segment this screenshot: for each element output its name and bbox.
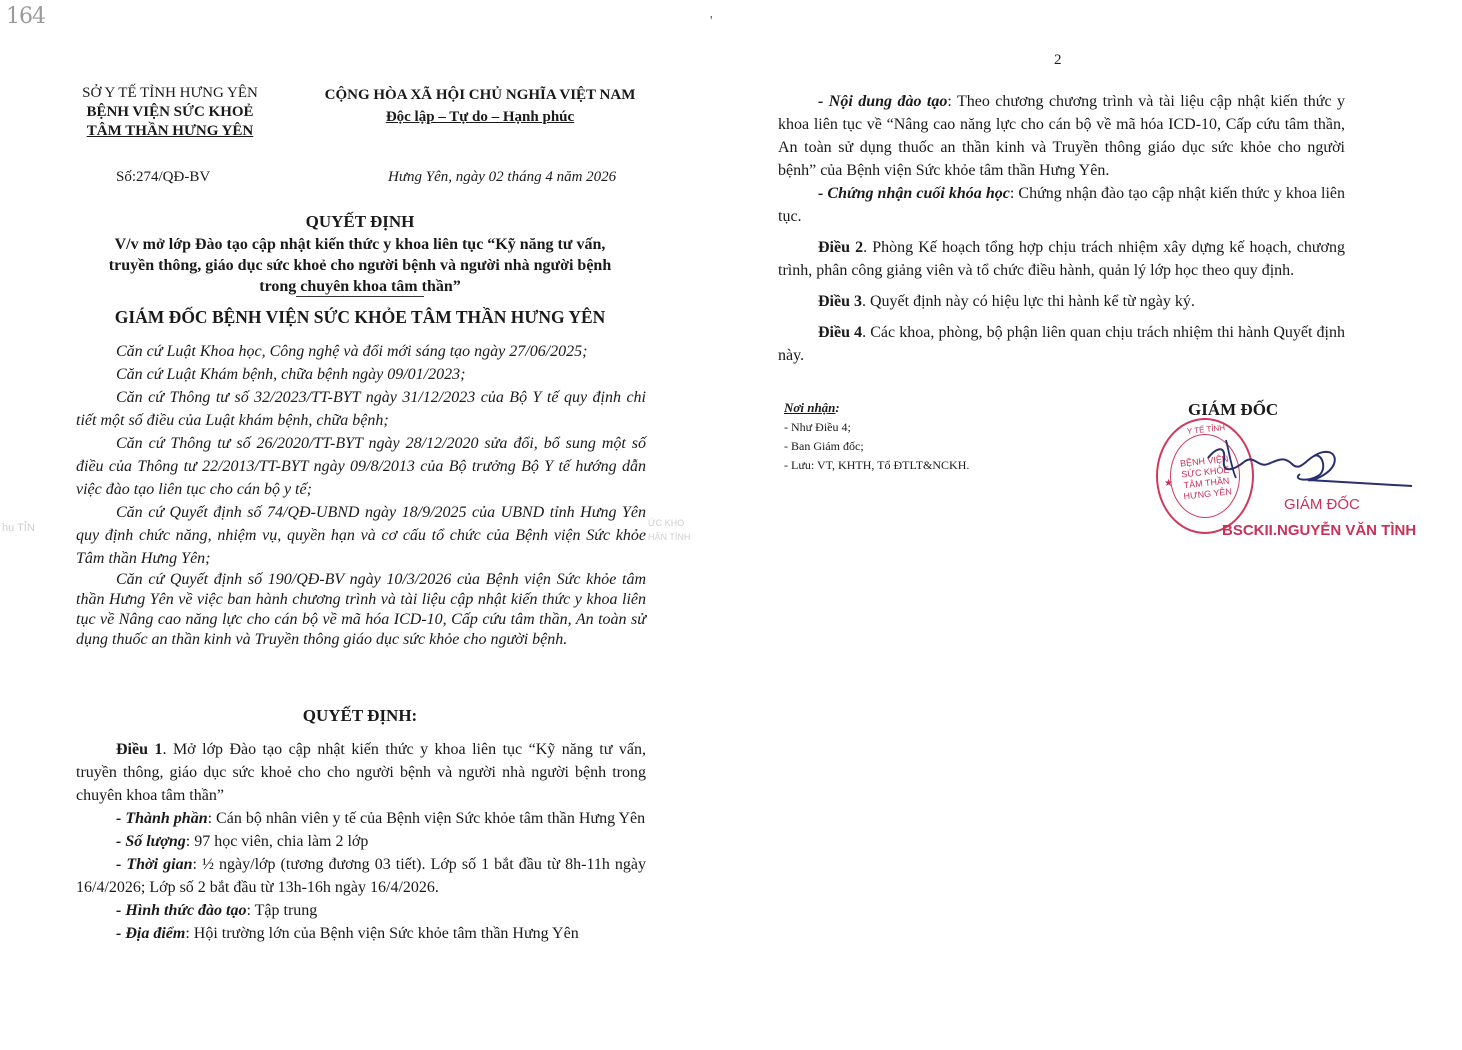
article-1-item [76,807,646,830]
nation-motto: Độc lập – Tự do – Hạnh phúc [385,109,575,125]
item-label: - Địa điểm [116,925,186,942]
nation-line-1: CỘNG HÒA XÃ HỘI CHỦ NGHĨA VIỆT NAM [324,87,636,103]
article-2-label: Điều 2 [818,239,864,256]
basis-3: Căn cứ Thông tư số 32/2023/TT-BYT ngày 31/12/2023 của Bộ Y tế quy định chi tiết một số điều của Luật khám bệnh, chữa bệnh; [76,389,646,429]
item-label: - Thành phần [116,810,208,827]
page2-body [778,90,1345,367]
recipient-item: - Như Điều 4; [784,420,851,434]
article-1-item [76,922,646,945]
signatory-name: BSCKII.NGUYỄN VĂN TÌNH [1222,522,1417,539]
article-4-label: Điều 4 [818,324,863,341]
item-label: - Hình thức đào tạo [116,902,247,919]
basis-5: Căn cứ Quyết định số 74/QĐ-UBND ngày 18/9/2025 của UBND tỉnh Hưng Yên quy định chức năng, nhiệm vụ, quyền hạn và cơ cấu tổ chức của Bệnh viện Sức khỏe Tâm thần Hưng Yên; [76,504,646,567]
article-1-text: . Mở lớp Đào tạo cập nhật kiến thức y khoa liên tục “Kỹ năng tư vấn, truyền thông, giáo dục sức khoẻ cho cho người bệnh và người nhà người bệnh trong chuyên khoa tâm thần” [76,741,647,804]
article-1-item [76,830,646,853]
article-1-body [76,738,646,807]
recipient-item: - Lưu: VT, KHTH, Tổ ĐTLT&NCKH. [784,458,970,472]
place-date: Hưng Yên, ngày 02 tháng 4 năm 2026 [388,169,617,185]
recipients-label: Nơi nhận [784,400,836,415]
item-text: : ½ ngày/lớp (tương đương 03 tiết). Lớp số 1 bắt đầu từ 8h-11h ngày 16/4/2026; Lớp số 2 bắt đầu từ 13h-16h ngày 16/4/2026. [76,856,647,896]
article-1-item [76,899,646,922]
agency-line-3: TÂM THẦN HƯNG YÊN [86,123,254,139]
recipient-item: - Ban Giám đốc; [784,439,864,453]
corner-page-number: 164 [6,4,45,29]
seal-ring-text: Y TẾ TỈNH [1186,423,1226,436]
handwritten-signature [1196,430,1416,500]
article-4-text: . Các khoa, phòng, bộ phận liên quan chịu trách nhiệm thi hành Quyết định này. [778,324,1345,364]
agency-header [60,84,280,141]
subject-line-2: truyền thông, giáo dục sức khoẻ cho người bệnh và người nhà người bệnh [108,257,612,274]
article-2-text: . Phòng Kế hoạch tổng hợp chịu trách nhiệm xây dựng kế hoạch, chương trình, phân công giảng viên và tổ chức điều hành, quản lý lớp học theo quy định. [778,239,1345,279]
recipients [784,400,1044,475]
document-number: Số:274/QĐ-BV [116,169,211,185]
certificate-item [778,182,1345,228]
item-text: : 97 học viên, chia làm 2 lớp [185,833,369,850]
subject-line-1: V/v mở lớp Đào tạo cập nhật kiến thức y khoa liên tục “Kỹ năng tư vấn, [114,236,606,253]
basis-4: Căn cứ Thông tư số 26/2020/TT-BYT ngày 28/12/2020 sửa đổi, bổ sung một số điều của Thông tư 22/2013/TT-BYT ngày 09/8/2013 của Bộ trưởng Bộ Y tế hướng dẫn việc đào tạo liên tục cho cán bộ y tế; [76,435,646,498]
recipients-label-row [784,400,1044,416]
signature-role: GIÁM ĐỐC [1284,496,1360,513]
signer-title: GIÁM ĐỐC [1188,400,1279,419]
item-label: - Thời gian [116,856,193,873]
training-content-item [778,90,1345,182]
article-3-text: . Quyết định này có hiệu lực thi hành kể từ ngày ký. [862,293,1195,310]
agency-line-2: BỆNH VIỆN SỨC KHOẺ [86,104,254,120]
page-number: 2 [1054,52,1062,68]
legal-bases [76,340,646,650]
subject-line-3: trong chuyên khoa tâm thần” [259,278,461,295]
article-1 [76,738,646,945]
authority-title: GIÁM ĐỐC BỆNH VIỆN SỨC KHỎE TÂM THẦN HƯNG YÊN [114,307,606,327]
item-label: - Nội dung đào tạo [818,93,948,110]
basis-2: Căn cứ Luật Khám bệnh, chữa bệnh ngày 09/01/2023; [116,366,466,383]
article-3-label: Điều 3 [818,293,862,310]
top-mark: ' [710,14,713,29]
subject-underline [296,296,424,297]
item-text: : Tập trung [246,902,318,919]
basis-1: Căn cứ Luật Khoa học, Công nghệ và đổi mới sáng tạo ngày 27/06/2025; [116,343,588,360]
article-1-item [76,853,646,899]
item-text: : Hội trường lớn của Bệnh viện Sức khỏe tâm thần Hưng Yên [185,925,579,942]
seal-star-icon: ★ [1164,478,1173,489]
item-label: - Số lượng [116,833,186,850]
article-3 [778,290,1345,313]
bleed-through-text-left: hụ TỈN [2,522,35,534]
article-4 [778,321,1345,367]
item-text: : Chứng nhận đào tạo cập nhật kiến thức y khoa liên tục. [778,185,1346,225]
recipients-colon: : [835,400,840,415]
national-header [300,86,660,127]
item-text: : Theo chương chương trình và tài liệu cập nhật kiến thức y khoa liên tục về “Nâng cao năng lực cho cán bộ về mã hóa ICD-10, Cấp cứu tâm thần, An toàn sử dụng thuốc an thần kinh và Truyền thông giáo dục sức khỏe cho người bệnh” của Bệnh viện Sức khỏe tâm thần Hưng Yên. [778,93,1345,179]
seal-text: BỆNH VIỆN SỨC KHỎE TÂM THẦN HƯNG YÊN [1179,453,1233,502]
decision-title: QUYẾT ĐỊNH [305,212,415,231]
article-2 [778,236,1345,282]
item-text: : Cán bộ nhân viên y tế của Bệnh viện Sức khỏe tâm thần Hưng Yên [207,810,646,827]
agency-line-1: SỞ Y TẾ TỈNH HƯNG YÊN [82,85,258,101]
bleed-through-text-right: ỨC KHO HẬN TÍNH [648,518,691,542]
decision-heading: QUYẾT ĐỊNH: [302,706,418,725]
article-1-label: Điều 1 [116,741,163,758]
decision-subject [60,234,660,297]
item-label: - Chứng nhận cuối khóa học [818,185,1010,202]
basis-6: Căn cứ Quyết định số 190/QĐ-BV ngày 10/3/2026 của Bệnh viện Sức khỏe tâm thần Hưng Yên về việc ban hành chương trình và tài liệu cập nhật kiến thức y khoa liên tục về Nâng cao năng lực cho cán bộ về mã hóa ICD-10, Cấp cứu tâm thần, An toàn sử dụng thuốc an thần kinh và Truyền thông giáo dục sức khỏe cho người bệnh. [76,571,646,648]
